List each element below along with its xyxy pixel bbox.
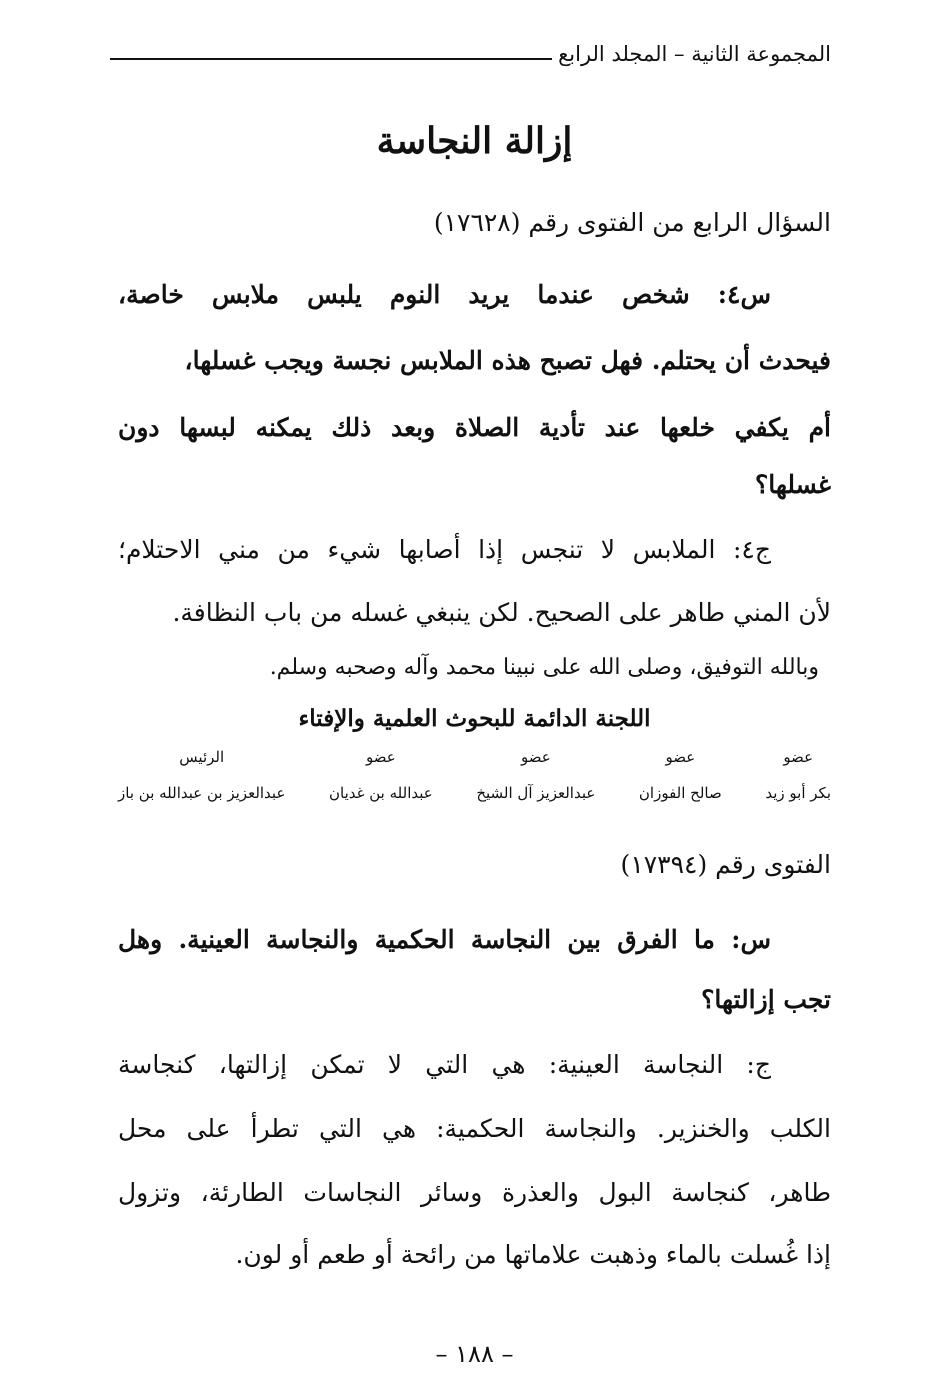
signature-president: [118, 748, 285, 802]
fatwa1-question-line-1: س٤: شخص عندما يريد النوم يلبس ملابس خاصة،: [118, 280, 771, 309]
signature-name: عبدالله بن غديان: [329, 784, 433, 802]
committee-name: اللجنة الدائمة للبحوث العلمية والإفتاء: [298, 705, 651, 732]
fatwa1-question-line-4: غسلها؟: [754, 470, 831, 499]
running-header-title: المجموعة الثانية – المجلد الرابع: [558, 42, 831, 66]
fatwa2-question-line-1: س: ما الفرق بين النجاسة الحكمية والنجاسة العينية. وهل: [118, 925, 771, 954]
fatwa1-reference-text: السؤال الرابع من الفتوى رقم (١٧٦٢٨): [433, 208, 831, 237]
fatwa2-answer-line-4: إذا غُسلت بالماء وذهبت علاماتها من رائحة أو طعم أو لون.: [235, 1240, 831, 1269]
running-header: [110, 30, 831, 66]
fatwa2-reference: [118, 850, 831, 879]
fatwa2-answer-line-3-wrap: [118, 1178, 831, 1207]
signature-member-2: [639, 748, 722, 802]
signature-name: صالح الفوزان: [638, 784, 722, 802]
fatwa1-question-line-4-wrap: [118, 470, 831, 499]
signature-member-3: [476, 748, 595, 802]
signature-role: عضو: [520, 748, 551, 766]
signature-name: عبدالعزيز بن عبدالله بن باز: [118, 784, 286, 802]
fatwa2-answer-line-3: طاهر، كنجاسة البول والعذرة وسائر النجاسات الطارئة، وتزول: [118, 1178, 831, 1207]
fatwa1-answer-line-2-wrap: [118, 598, 831, 627]
signature-role: عضو: [366, 748, 396, 766]
signature-role: عضو: [783, 748, 814, 766]
fatwa1-question-line-3-wrap: [118, 413, 831, 442]
fatwa1-answer-line-1: ج٤: الملابس لا تنجس إذا أصابها شيء من مني الاحتلام؛: [118, 535, 771, 564]
signature-role: الرئيس: [179, 748, 225, 766]
fatwa2-answer-line-2: الكلب والخنزير. والنجاسة الحكمية: هي التي تطرأ على محل: [118, 1114, 831, 1143]
signature-name: عبدالعزيز آل الشيخ: [476, 784, 596, 802]
fatwa1-question-line-2: فيحدث أن يحتلم. فهل تصبح هذه الملابس نجسة ويجب غسلها،: [184, 346, 831, 375]
signature-member-4: [329, 748, 433, 802]
fatwa2-question-line-2-wrap: [118, 985, 831, 1014]
signature-member-1: [765, 748, 831, 802]
fatwa2-answer-line-4-wrap: [118, 1240, 831, 1269]
fatwa1-reference: [118, 208, 831, 237]
page-number: – ١٨٨ –: [435, 1340, 514, 1368]
fatwa1-answer-line-2: لأن المني طاهر على الصحيح. لكن ينبغي غسله من باب النظافة.: [172, 598, 831, 627]
fatwa2-answer-line-1-wrap: [118, 1050, 771, 1079]
fatwa1-question-line-2-wrap: [118, 346, 831, 375]
fatwa1-closing: وبالله التوفيق، وصلى الله على نبينا محمد وآله وصحبه وسلم.: [269, 655, 819, 680]
section-title: إزالة النجاسة: [376, 120, 573, 162]
fatwa2-reference-text: الفتوى رقم (١٧٣٩٤): [620, 850, 831, 879]
fatwa2-answer-line-1: ج: النجاسة العينية: هي التي لا تمكن إزالتها، كنجاسة: [118, 1050, 771, 1079]
fatwa2-question-line-2: تجب إزالتها؟: [701, 985, 831, 1014]
fatwa2-question-line-1-wrap: [118, 925, 771, 954]
signature-role: عضو: [665, 748, 696, 766]
fatwa2-answer-line-2-wrap: [118, 1114, 831, 1143]
signature-name: بكر أبو زيد: [765, 784, 831, 802]
committee-signatures: [118, 748, 831, 802]
fatwa1-question-line-3: أم يكفي خلعها عند تأدية الصلاة وبعد ذلك يمكنه لبسها دون: [118, 413, 831, 442]
header-rule: [110, 58, 552, 60]
fatwa1-answer-line-1-wrap: [118, 535, 771, 564]
fatwa1-closing-wrap: [118, 655, 819, 680]
